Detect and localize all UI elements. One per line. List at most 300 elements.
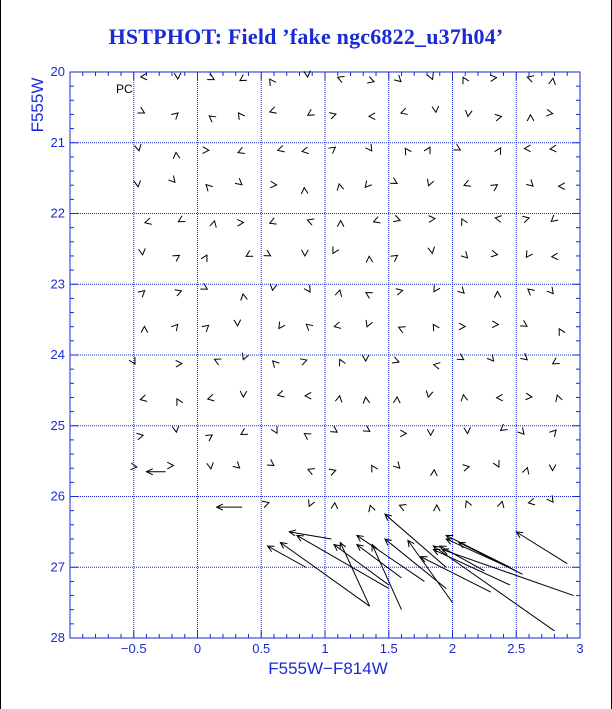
- vector-head: [552, 253, 558, 260]
- vector-head: [278, 145, 285, 151]
- vector-head: [302, 250, 309, 256]
- vector-head: [401, 108, 408, 114]
- vector-head: [546, 109, 553, 116]
- error-vector: [367, 77, 374, 83]
- error-vector: [461, 395, 468, 402]
- error-vector: [238, 113, 244, 120]
- error-vector: [329, 113, 336, 119]
- vector-head: [171, 113, 178, 120]
- vector-head: [525, 393, 531, 400]
- vector-head: [138, 291, 145, 298]
- vector-head: [238, 147, 245, 153]
- y-tick-label: 28: [50, 630, 65, 645]
- vector-head: [522, 216, 529, 222]
- error-vector: [207, 74, 214, 80]
- vector-head: [279, 322, 285, 329]
- vector-head: [172, 426, 179, 433]
- vector-head: [553, 358, 560, 364]
- error-vector: [330, 426, 337, 432]
- error-vector: [273, 361, 280, 368]
- error-vector: [334, 545, 389, 585]
- vector-head: [362, 355, 369, 361]
- error-vector: [550, 145, 556, 152]
- error-vector: [242, 353, 248, 360]
- error-vector: [463, 77, 469, 84]
- error-vector: [457, 286, 464, 293]
- vector-head: [516, 532, 523, 538]
- vector-head: [308, 469, 315, 475]
- x-tick-label: −0.5: [120, 641, 147, 656]
- error-vector: [168, 176, 175, 183]
- vector-head: [453, 144, 460, 150]
- error-vector: [527, 76, 534, 82]
- vector-head: [497, 501, 504, 508]
- vector-head: [173, 152, 180, 158]
- vector-head: [393, 397, 400, 403]
- vector-head: [399, 327, 406, 333]
- annotation-pc: PC: [116, 82, 133, 96]
- vector-head: [237, 219, 243, 226]
- error-vector: [524, 145, 530, 152]
- error-vector: [233, 461, 240, 468]
- error-vector: [271, 426, 277, 433]
- vector-head: [520, 320, 527, 326]
- vector-head: [178, 216, 185, 222]
- error-vector: [405, 148, 411, 155]
- error-vector: [333, 246, 339, 253]
- vector-head: [492, 321, 498, 328]
- error-vector: [399, 327, 406, 333]
- error-vector: [528, 498, 535, 505]
- error-vector: [365, 180, 371, 187]
- vector-head: [463, 465, 470, 472]
- error-vector: [464, 180, 471, 186]
- error-vector: [393, 397, 400, 403]
- vector-head: [459, 323, 465, 330]
- error-vector: [209, 116, 216, 122]
- vector-head: [270, 79, 276, 86]
- vector-head: [337, 221, 344, 227]
- error-vector: [547, 495, 553, 502]
- vector-head: [390, 177, 397, 183]
- error-vector: [176, 360, 182, 367]
- vector-head: [556, 395, 562, 402]
- x-tick-label: 3: [576, 641, 584, 656]
- error-vector: [549, 430, 556, 437]
- vector-head: [547, 495, 553, 502]
- error-vector: [547, 287, 553, 294]
- vector-head: [366, 293, 373, 299]
- error-vector: [137, 107, 144, 113]
- error-vector: [301, 188, 308, 194]
- vector-head: [329, 469, 336, 475]
- vector-head: [549, 78, 556, 85]
- error-vector: [434, 363, 441, 370]
- error-vector: [308, 469, 315, 475]
- vector-head: [494, 291, 501, 297]
- error-vector: [337, 184, 344, 191]
- vector-shaft: [385, 514, 446, 567]
- error-vector: [238, 147, 245, 153]
- error-vector: [308, 109, 315, 115]
- vector-head: [175, 290, 182, 296]
- error-vector: [306, 324, 313, 331]
- error-vector: [175, 290, 182, 296]
- vector-head: [233, 461, 240, 468]
- error-vector: [270, 181, 276, 188]
- error-vector: [396, 289, 403, 296]
- y-tick-label: 24: [50, 347, 65, 362]
- vector-head: [465, 110, 472, 117]
- vector-head: [174, 73, 181, 79]
- vector-head: [549, 430, 556, 437]
- y-tick-label: 22: [50, 205, 65, 221]
- vector-head: [433, 505, 440, 511]
- error-vector: [520, 353, 527, 360]
- error-vector: [526, 179, 533, 186]
- vector-head: [338, 76, 345, 82]
- error-vector: [552, 253, 558, 260]
- error-vector: [520, 320, 527, 326]
- error-vector: [304, 285, 310, 292]
- error-vector: [362, 355, 369, 361]
- error-vector: [463, 465, 470, 472]
- vector-head: [137, 107, 144, 113]
- error-vector: [453, 144, 460, 150]
- vector-head: [240, 391, 247, 397]
- error-vector: [339, 359, 345, 366]
- vector-shaft: [372, 545, 401, 610]
- error-vector: [465, 110, 472, 117]
- error-vector: [429, 216, 435, 223]
- error-vector: [139, 248, 146, 254]
- error-vector: [302, 250, 309, 256]
- error-vector: [331, 503, 338, 509]
- vector-head: [172, 255, 179, 261]
- error-vector: [369, 505, 375, 512]
- error-vector: [495, 216, 502, 223]
- error-vector: [241, 428, 248, 434]
- x-tick-label: 0: [193, 641, 202, 656]
- error-vector: [173, 152, 180, 158]
- error-vector: [428, 247, 435, 254]
- vector-head: [278, 390, 285, 397]
- error-vector: [208, 394, 215, 401]
- error-vector: [400, 430, 406, 437]
- vector-head: [363, 397, 370, 404]
- error-vector: [528, 289, 535, 296]
- error-vector: [497, 501, 504, 508]
- vector-head: [241, 428, 248, 434]
- vector-head: [334, 322, 341, 329]
- y-tick-label: 26: [50, 488, 65, 504]
- y-tick-label: 20: [50, 64, 65, 79]
- vector-head: [428, 247, 435, 254]
- error-vector: [366, 256, 373, 262]
- error-vector: [328, 147, 335, 153]
- vector-head: [393, 461, 400, 468]
- error-vector: [234, 320, 241, 326]
- vector-head: [497, 394, 503, 401]
- vector-head: [551, 215, 558, 222]
- error-vector: [459, 323, 465, 330]
- vector-head: [304, 434, 311, 440]
- vector-shaft: [516, 532, 567, 564]
- vector-head: [176, 360, 182, 367]
- grid-layer: [70, 72, 580, 638]
- vector-head: [369, 505, 375, 512]
- vector-head: [524, 145, 530, 152]
- error-vector: [335, 396, 342, 403]
- error-vector: [401, 108, 408, 114]
- error-vector: [433, 324, 439, 331]
- error-vector: [522, 468, 528, 475]
- error-vector: [214, 359, 221, 365]
- y-tick-label: 25: [50, 417, 65, 433]
- vector-head: [335, 290, 341, 297]
- error-vector: [140, 395, 147, 402]
- error-vector: [141, 326, 148, 332]
- error-vector: [241, 294, 248, 301]
- vector-head: [495, 114, 502, 121]
- error-vector: [207, 462, 214, 469]
- error-vector: [546, 109, 553, 116]
- vector-head: [457, 286, 464, 293]
- error-vector: [559, 183, 565, 190]
- x-tick-label: 0.5: [252, 641, 271, 656]
- error-vector: [270, 107, 277, 113]
- vector-shaft: [334, 545, 389, 585]
- vector-head: [168, 176, 175, 183]
- error-vector: [365, 144, 371, 151]
- vector-head: [527, 76, 534, 82]
- vector-head: [426, 390, 433, 397]
- vector-head: [270, 107, 277, 113]
- vector-head: [431, 470, 438, 476]
- vector-head: [461, 251, 468, 258]
- error-vector: [147, 469, 166, 475]
- vector-head: [391, 255, 398, 261]
- error-vector: [492, 321, 498, 328]
- y-tick-label: 23: [50, 276, 65, 292]
- vector-head: [495, 216, 502, 223]
- error-vector: [174, 73, 181, 79]
- error-vector: [237, 219, 243, 226]
- vector-head: [308, 109, 315, 115]
- vector-head: [427, 179, 433, 186]
- error-vector: [494, 291, 501, 297]
- error-vector: [490, 185, 497, 191]
- chart-title: HSTPHOT: Field ’fake ngc6822_u37h04’: [108, 24, 504, 49]
- vector-head: [242, 353, 248, 360]
- vector-head: [427, 429, 434, 435]
- vector-head: [493, 460, 499, 467]
- vector-head: [264, 250, 271, 256]
- error-vector: [392, 357, 399, 363]
- error-vector: [433, 505, 440, 511]
- error-vector: [235, 178, 242, 184]
- error-vector: [491, 250, 498, 257]
- error-vector: [240, 391, 247, 397]
- error-vector: [171, 113, 178, 120]
- vector-head: [270, 218, 277, 224]
- vector-head: [270, 181, 276, 188]
- error-vector: [374, 217, 381, 223]
- vector-head: [400, 430, 406, 437]
- error-vector: [138, 291, 145, 298]
- vector-head: [134, 180, 141, 187]
- vector-head: [171, 324, 178, 331]
- vector-head: [306, 324, 313, 331]
- vector-head: [209, 116, 216, 122]
- vector-head: [559, 183, 565, 190]
- vector-head: [238, 113, 244, 120]
- error-vector: [297, 535, 389, 588]
- vector-head: [366, 256, 373, 262]
- error-vector: [495, 148, 501, 155]
- error-vector: [424, 147, 430, 154]
- error-vector: [203, 147, 209, 154]
- vector-head: [392, 357, 399, 363]
- error-vector: [372, 545, 402, 610]
- vector-head: [167, 462, 173, 469]
- vector-head: [528, 289, 535, 296]
- error-vector: [205, 435, 212, 441]
- error-vector: [391, 255, 398, 261]
- error-vector: [279, 322, 285, 329]
- error-vector: [427, 72, 433, 79]
- error-vector: [551, 215, 558, 222]
- error-vector: [553, 358, 560, 364]
- vector-head: [207, 462, 214, 469]
- vector-head: [206, 185, 213, 192]
- vector-head: [424, 147, 430, 154]
- vector-head: [491, 250, 498, 257]
- error-vector: [434, 285, 440, 292]
- vector-head: [547, 287, 553, 294]
- error-vector: [206, 185, 213, 192]
- vector-head: [369, 113, 375, 120]
- vector-head: [495, 148, 501, 155]
- x-tick-label: 1: [321, 641, 329, 656]
- error-vector: [559, 329, 565, 336]
- vector-head: [501, 424, 508, 430]
- error-vector: [338, 76, 345, 82]
- vector-head: [273, 361, 280, 368]
- vector-head: [335, 396, 342, 403]
- error-vector: [172, 255, 179, 261]
- vector-shaft: [442, 550, 573, 596]
- error-vector: [134, 144, 141, 151]
- vector-head: [240, 75, 247, 81]
- error-vector: [264, 250, 271, 256]
- error-vector: [210, 221, 217, 228]
- error-vector: [385, 514, 446, 567]
- error-vector: [399, 505, 406, 511]
- vector-head: [366, 320, 372, 327]
- vector-head: [202, 325, 209, 332]
- error-vector: [426, 390, 433, 397]
- vector-head: [330, 426, 337, 432]
- error-vector: [270, 79, 276, 86]
- vector-head: [559, 329, 565, 336]
- vector-head: [433, 324, 439, 331]
- error-vector: [366, 320, 372, 327]
- error-vector: [366, 293, 373, 299]
- vector-head: [490, 185, 497, 191]
- vector-head: [464, 180, 471, 186]
- x-tick-label: 2.5: [507, 641, 526, 656]
- vector-head: [461, 395, 468, 402]
- error-vector: [335, 290, 341, 297]
- error-vector: [171, 324, 178, 331]
- error-vector: [464, 427, 471, 433]
- error-vector: [145, 218, 152, 224]
- vector-head: [434, 285, 440, 292]
- error-vector: [300, 359, 307, 365]
- vector-head: [464, 427, 471, 433]
- x-axis-label: F555W−F814W: [268, 659, 388, 678]
- error-vector: [278, 145, 285, 151]
- vector-head: [427, 72, 433, 79]
- vector-head: [394, 75, 401, 82]
- vector-head: [526, 250, 532, 257]
- error-vector: [431, 470, 438, 476]
- x-tick-label: 1.5: [379, 641, 398, 656]
- vector-head: [522, 468, 528, 475]
- vector-head: [271, 426, 277, 433]
- vector-head: [201, 255, 207, 262]
- error-vector: [172, 426, 179, 433]
- vector-head: [307, 219, 314, 225]
- vector-head: [241, 294, 248, 301]
- error-vector: [309, 499, 315, 506]
- vector-head: [549, 464, 556, 470]
- error-vector: [246, 250, 253, 256]
- vector-head: [367, 77, 374, 83]
- vector-layer: [129, 71, 574, 631]
- y-tick-label: 21: [50, 134, 65, 150]
- error-vector: [427, 179, 433, 186]
- vector-head: [517, 427, 524, 434]
- error-vector: [393, 461, 400, 468]
- error-vector: [556, 395, 562, 402]
- vector-head: [235, 178, 242, 184]
- vector-head: [304, 285, 310, 292]
- error-vector: [202, 325, 209, 332]
- error-vector: [240, 75, 247, 81]
- vector-head: [267, 459, 274, 465]
- vector-head: [405, 148, 411, 155]
- vector-head: [374, 217, 381, 223]
- error-vector: [501, 424, 508, 430]
- vector-head: [365, 144, 371, 151]
- error-vector: [517, 427, 524, 434]
- error-vector: [495, 114, 502, 121]
- vector-head: [234, 320, 241, 326]
- vector-head: [550, 145, 556, 152]
- vector-head: [329, 113, 336, 119]
- vector-head: [434, 363, 441, 370]
- error-vector: [390, 177, 397, 183]
- error-vector: [516, 532, 567, 564]
- vector-head: [339, 359, 345, 366]
- vector-head: [208, 394, 215, 401]
- vector-shaft: [297, 535, 389, 588]
- error-vector: [178, 216, 185, 222]
- vector-head: [463, 77, 469, 84]
- error-vector: [394, 75, 401, 82]
